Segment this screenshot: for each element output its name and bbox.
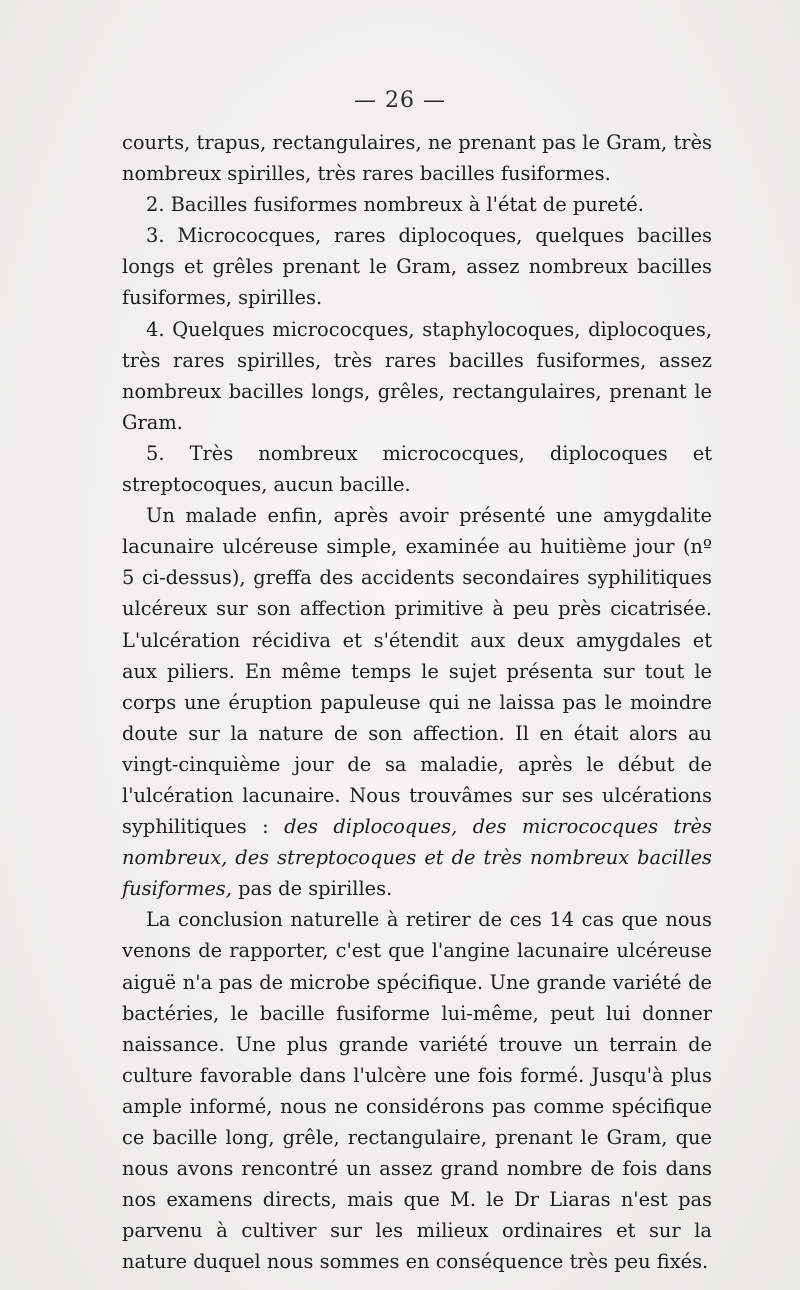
body-text	[122, 127, 712, 1277]
list-item-4: 4. Quelques micrococques, staphylocoques, diplocoques, très rares spirilles, très rares bacilles fusiformes, assez nombreux bacilles longs, grêles, rectangulaires, prenant le Gram.	[122, 317, 712, 434]
paragraph-syphilis-italic: des diplocoques, des micrococques très nombreux, des streptocoques et de très nombreux bacilles fusiformes,	[122, 815, 712, 901]
paragraph-syphilis-tail: pas de spirilles.	[238, 877, 393, 901]
page-number: — 26 —	[354, 88, 446, 113]
list-item-3: 3. Micrococques, rares diplocoques, quelques bacilles longs et grêles prenant le Gram, assez nombreux bacilles fusiformes, spirilles.	[122, 224, 712, 310]
paragraph-syphilis-text: Un malade enfin, après avoir présenté une amygdalite lacunaire ulcéreuse simple, examinée au huitième jour (nº 5 ci-dessus), greffa des accidents secondaires syphilitiques ulcéreux sur son affection primitive à peu près cicatrisée. L'ulcération récidiva et s'étendit aux deux amygdales et aux piliers. En même temps le sujet présenta sur tout le corps une éruption papuleuse qui ne laissa pas le moindre doute sur la nature de son affection. Il en était alors au vingt-cinquième jour de sa maladie, après le début de l'ulcération lacunaire. Nous trouvâmes sur ses ulcérations syphilitiques :	[122, 504, 712, 839]
paragraph-syphilis-case	[122, 500, 712, 904]
paragraph-continuation: courts, trapus, rectangulaires, ne prenant pas le Gram, très nombreux spirilles, très rares bacilles fusiformes.	[122, 131, 712, 186]
list-item-5: 5. Très nombreux micrococques, diplocoques et streptocoques, aucun bacille.	[122, 441, 712, 497]
list-item-2: 2. Bacilles fusiformes nombreux à l'état de pureté.	[146, 193, 644, 217]
paragraph-conclusion: La conclusion naturelle à retirer de ces 14 cas que nous venons de rapporter, c'est que l'angine lacunaire ulcéreuse aiguë n'a pas de microbe spécifique. Une grande variété de bactéries, le bacille fusiforme lui-même, peut lui donner naissance. Une plus grande variété trouve un terrain de culture favorable dans l'ulcère une fois formé. Jusqu'à plus ample informé, nous ne considérons pas comme spécifique ce bacille long, grêle, rectangulaire, prenant le Gram, que nous avons rencontré un assez grand nombre de fois dans nos examens directs, mais que M. le Dr Liaras n'est pas parvenu à cultiver sur les milieux ordinaires et sur la nature duquel nous sommes en conséquence très peu fixés.	[122, 908, 712, 1274]
